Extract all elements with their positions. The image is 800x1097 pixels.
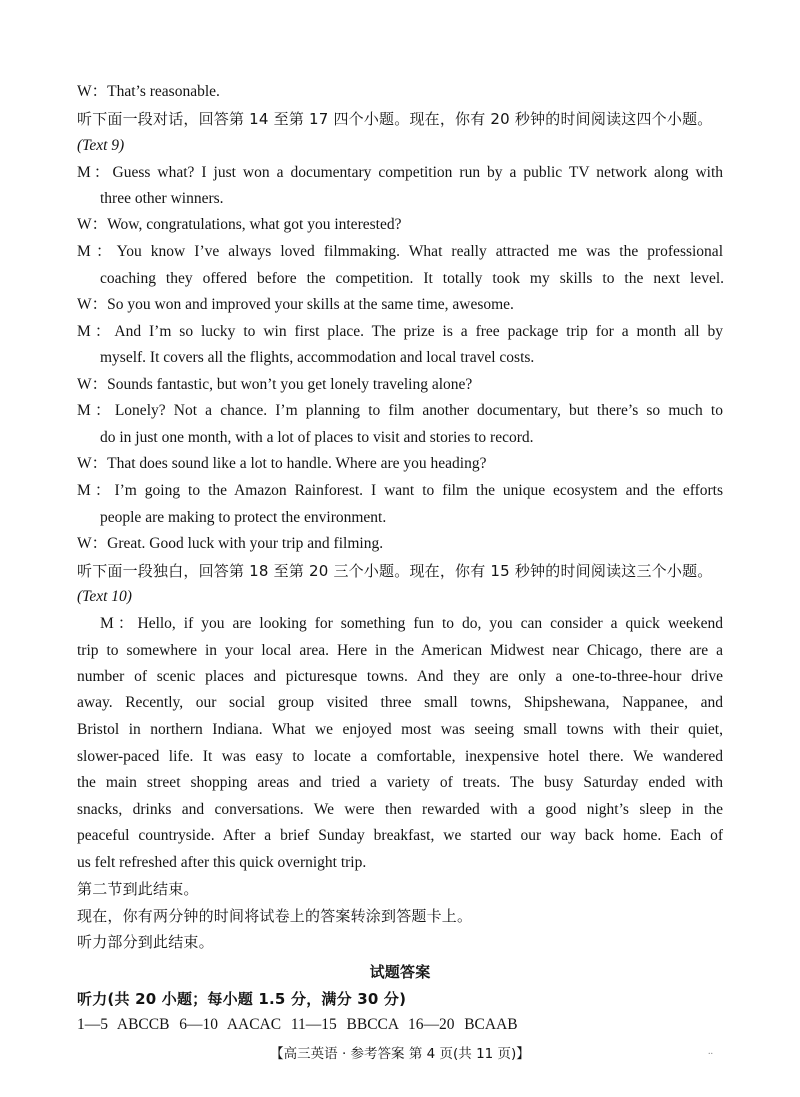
monologue-line: away. Recently, our social group visited three small towns, Shipshewana, Nappanee, and — [77, 694, 723, 711]
dialogue-line: M：I’m going to the Amazon Rainforest. I want to film the unique ecosystem and the efforts — [77, 482, 723, 499]
dialogue-line: M：Guess what? I just won a documentary competition run by a public TV network along with — [77, 164, 723, 181]
dialogue-line: W：Wow, congratulations, what got you interested? — [77, 216, 402, 233]
instruction-line: 听下面一段独白，回答第 18 至第 20 三个小题。现在，你有 15 秒钟的时间阅读这三个小题。 — [77, 562, 713, 580]
answers-section-title: 听力(共 20 小题；每小题 1.5 分，满分 30 分) — [77, 990, 407, 1008]
monologue-line: the main street shopping areas and tried a variety of treats. The busy Saturday ended with — [77, 774, 723, 791]
dialogue-line: W：Sounds fantastic, but won’t you get lonely traveling alone? — [77, 376, 473, 393]
monologue-line: number of scenic places and picturesque towns. And they are only a one-to-three-hour drive — [77, 668, 723, 685]
monologue-line: peaceful countryside. After a brief Sunday breakfast, we started our way back home. Each of — [77, 827, 723, 844]
answers-row: 1—5 ABCCB 6—10 AACAC 11—15 BBCCA 16—20 BCAAB — [77, 1016, 518, 1033]
page-footer: 【高三英语 · 参考答案 第 4 页(共 11 页)】 — [270, 1046, 530, 1062]
dialogue-line: M：And I’m so lucky to win first place. The prize is a free package trip for a month all by — [77, 323, 723, 340]
dialogue-line-continued: people are making to protect the environment. — [100, 509, 387, 526]
text-label: (Text 10) — [77, 588, 132, 605]
corner-mark: .. — [708, 1046, 713, 1057]
monologue-line: snacks, drinks and conversations. We were then rewarded with a good night’s sleep in the — [77, 801, 723, 818]
answers-heading: 试题答案 — [369, 963, 431, 981]
dialogue-line: M：You know I’ve always loved filmmaking. What really attracted me was the professional — [77, 243, 723, 260]
dialogue-line-continued: three other winners. — [100, 190, 224, 207]
transfer-instruction-line: 现在，你有两分钟的时间将试卷上的答案转涂到答题卡上。 — [77, 907, 473, 925]
dialogue-line: W：That does sound like a lot to handle. Where are you heading? — [77, 455, 487, 472]
monologue-line: us felt refreshed after this quick overnight trip. — [77, 854, 367, 871]
instruction-line: 听下面一段对话，回答第 14 至第 17 四个小题。现在，你有 20 秒钟的时间阅读这四个小题。 — [77, 110, 713, 128]
dialogue-line: W：So you won and improved your skills at the same time, awesome. — [77, 296, 514, 313]
dialogue-line-continued: myself. It covers all the flights, accommodation and local travel costs. — [100, 349, 535, 366]
dialogue-line-continued: do in just one month, with a lot of places to visit and stories to record. — [100, 429, 534, 446]
listening-end-line: 听力部分到此结束。 — [77, 933, 214, 951]
dialogue-line: W：That’s reasonable. — [77, 83, 220, 100]
monologue-line: trip to somewhere in your local area. Here in the American Midwest near Chicago, there are a — [77, 642, 723, 659]
monologue-line: slower-paced life. It was easy to locate a comfortable, inexpensive hotel there. We wandered — [77, 748, 723, 765]
section-end-line: 第二节到此结束。 — [77, 880, 199, 898]
monologue-line: M：Hello, if you are looking for something fun to do, you can consider a quick weekend — [100, 615, 723, 632]
text-label: (Text 9) — [77, 137, 125, 154]
dialogue-line: M：Lonely? Not a chance. I’m planning to film another documentary, but there’s so much to — [77, 402, 723, 419]
monologue-line: Bristol in northern Indiana. What we enjoyed most was seeing small towns with their quiet, — [77, 721, 723, 738]
dialogue-line-continued: coaching they offered before the competition. It totally took my skills to the next level. — [100, 270, 724, 287]
dialogue-line: W：Great. Good luck with your trip and filming. — [77, 535, 384, 552]
